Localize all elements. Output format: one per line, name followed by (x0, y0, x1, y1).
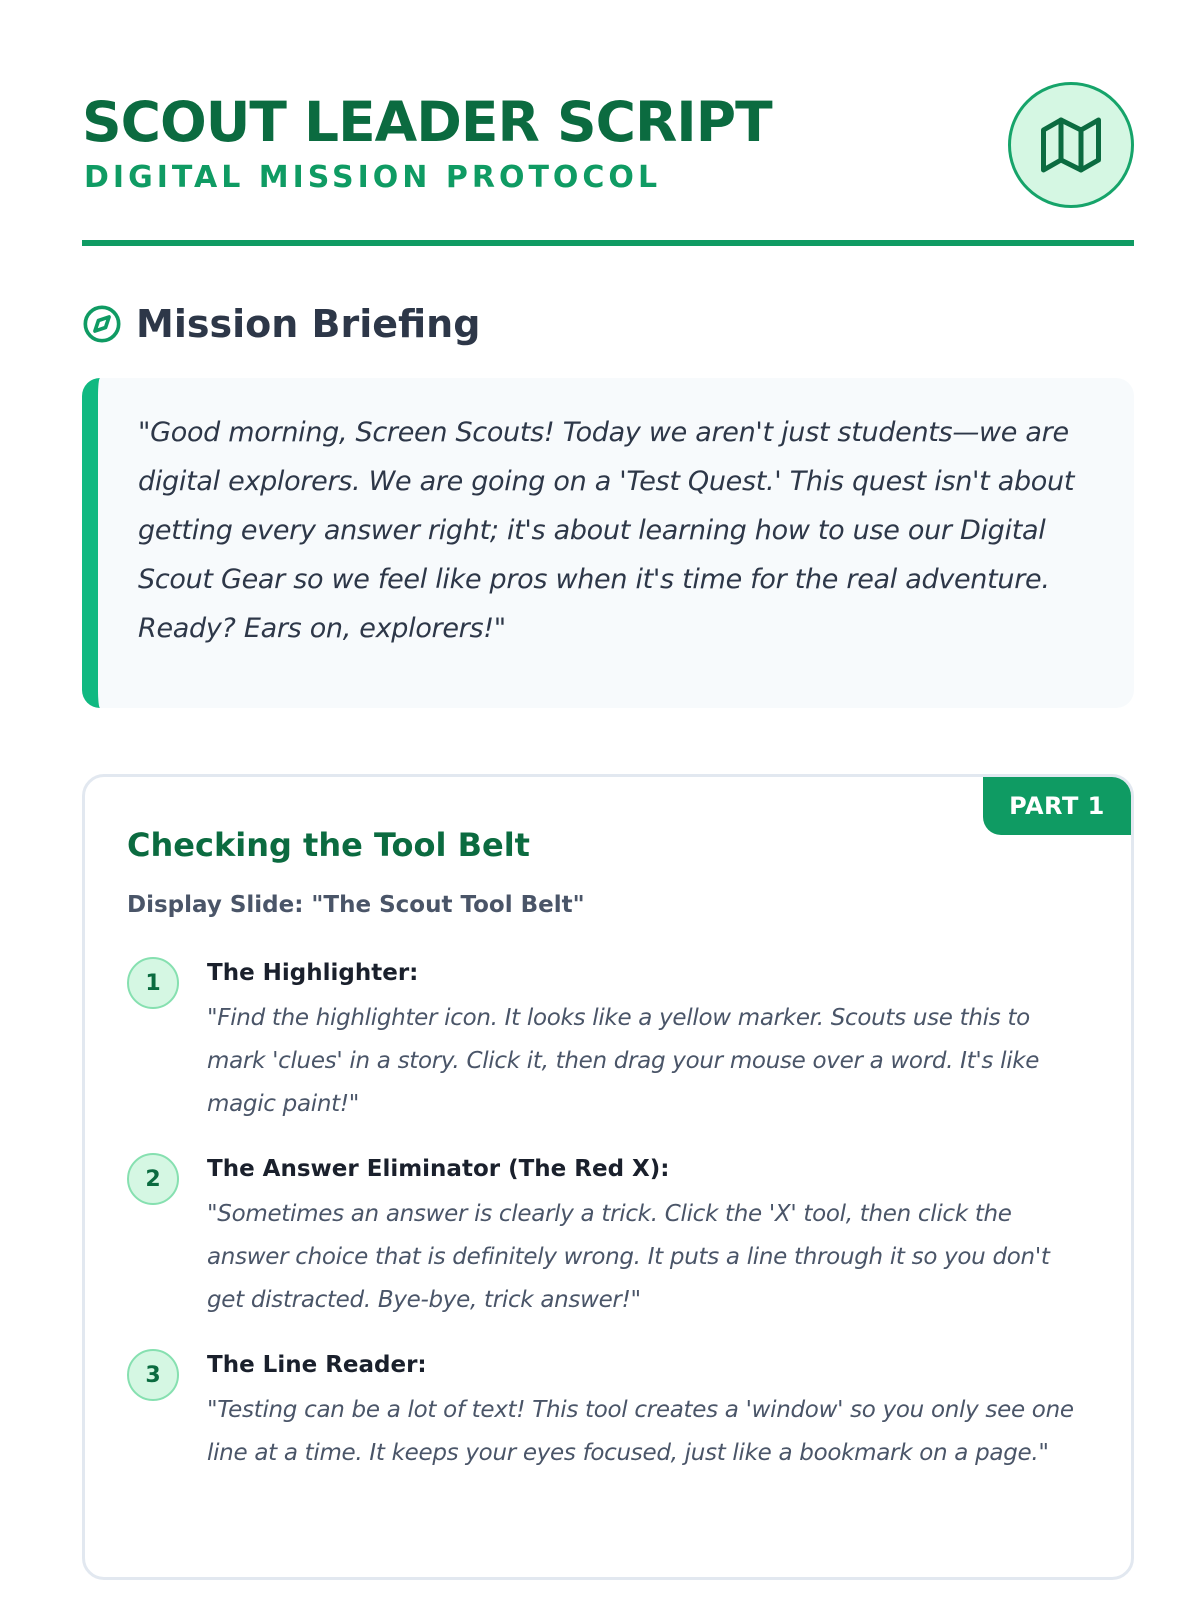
briefing-quote: "Good morning, Screen Scouts! Today we aren't just students—we are digital explorers. We are going on a 'Test Quest.' This quest isn't about getting every answer right; it's about learning how to use our Digital Scout Gear so we feel like pros when it's time for the real adventure. Ready? Ears on, explorers!" (138, 417, 1075, 644)
page-subtitle: DIGITAL MISSION PROTOCOL (84, 160, 662, 195)
step-number-badge: 1 (127, 957, 179, 1009)
section-title: Mission Briefing (136, 302, 481, 346)
compass-icon (82, 304, 122, 344)
tool-name: The Highlighter: (207, 960, 419, 986)
tool-description: "Find the highlighter icon. It looks like a yellow marker. Scouts use this to mark 'clues' in a story. Click it, then drag your mouse over a word. It's like magic paint!" (207, 1005, 1040, 1117)
tool-name: The Answer Eliminator (The Red X): (207, 1156, 670, 1182)
card-title: Checking the Tool Belt (127, 826, 530, 864)
part-tag: PART 1 (983, 777, 1131, 835)
header (82, 0, 1134, 246)
part-card (82, 774, 1134, 1580)
map-badge (1008, 82, 1134, 208)
page (82, 0, 1134, 1466)
briefing-quote-box (82, 378, 1134, 708)
step-number-badge: 2 (127, 1153, 179, 1205)
tool-description: "Sometimes an answer is clearly a trick. Click the 'X' tool, then click the answer choice that is definitely wrong. It puts a line through it so you don't get distracted. Bye-bye, trick answer!" (207, 1201, 1050, 1313)
page-title: SCOUT LEADER SCRIPT (82, 90, 772, 154)
tool-description: "Testing can be a lot of text! This tool creates a 'window' so you only see one line at a time. It keeps your eyes focused, just like a bookmark on a page." (207, 1397, 1074, 1466)
display-slide-label: Display Slide: "The Scout Tool Belt" (127, 892, 585, 918)
mission-briefing-heading (82, 298, 480, 350)
tool-name: The Line Reader: (207, 1352, 427, 1378)
map-icon (1041, 115, 1101, 175)
step-number-badge: 3 (127, 1349, 179, 1401)
